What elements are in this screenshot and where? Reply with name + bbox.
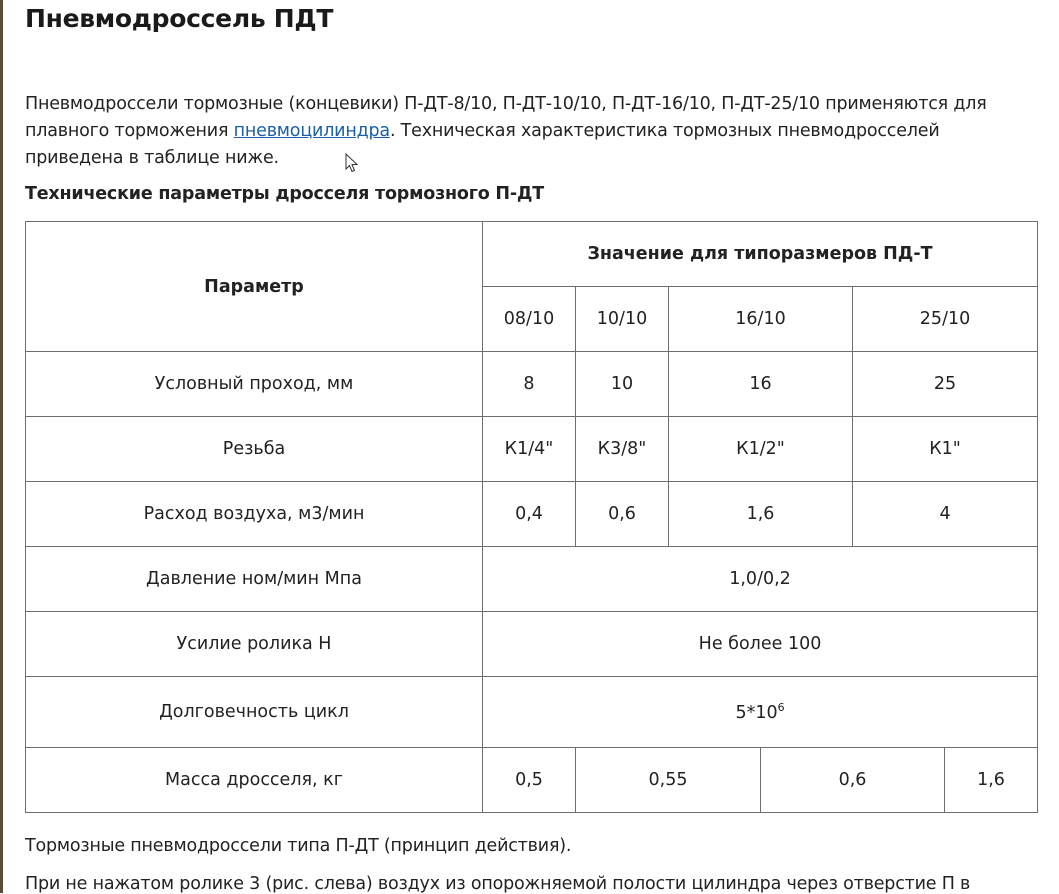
value-header: Значение для типоразмеров ПД-Т	[483, 222, 1038, 287]
table-cell: 1,6	[945, 748, 1038, 813]
footer-paragraph: При не нажатом ролике 3 (рис. слева) воздух из опорожняемой полости цилиндра через отверстие П в	[25, 874, 971, 894]
pneumocylinder-link[interactable]: пневмоцилиндра	[233, 121, 390, 141]
table-cell: 0,6	[576, 482, 669, 547]
size-header: 08/10	[483, 287, 576, 352]
table-cell: 16	[669, 352, 853, 417]
intro-text-start: Пневмодроссели тормозные (концевики) П-ДТ-8/10, П-ДТ-10/10, П-ДТ-16/10, П-ДТ-25/10 применяются для плавного торможения	[25, 94, 987, 141]
table-cell: 1,0/0,2	[483, 547, 1038, 612]
size-header: 25/10	[853, 287, 1038, 352]
table-row	[26, 748, 1038, 813]
table-cell: К1"	[853, 417, 1038, 482]
table-row	[26, 677, 1038, 748]
durability-base: 5*10	[735, 702, 778, 723]
row-label: Масса дросселя, кг	[26, 748, 483, 813]
intro-text-end: . Техническая характеристика тормозных пневмодросселей приведена в таблице ниже.	[25, 121, 940, 168]
table-row	[26, 352, 1038, 417]
table-cell: 0,55	[576, 748, 761, 813]
table-cell: 8	[483, 352, 576, 417]
table-cell: 25	[853, 352, 1038, 417]
table-cell: К1/4"	[483, 417, 576, 482]
row-label: Резьба	[26, 417, 483, 482]
durability-exponent: 6	[777, 701, 785, 715]
page-left-border	[0, 0, 3, 893]
row-label: Условный проход, мм	[26, 352, 483, 417]
table-cell	[483, 677, 1038, 748]
footer-heading: Тормозные пневмодроссели типа П-ДТ (принцип действия).	[25, 836, 572, 856]
table-row	[26, 482, 1038, 547]
table-cell: К3/8"	[576, 417, 669, 482]
row-label: Расход воздуха, м3/мин	[26, 482, 483, 547]
intro-paragraph	[25, 91, 1037, 172]
row-label: Усилие ролика Н	[26, 612, 483, 677]
page-title: Пневмодроссель ПДТ	[25, 4, 334, 33]
table-cell: 0,6	[761, 748, 945, 813]
table-cell: 10	[576, 352, 669, 417]
table-cell: 4	[853, 482, 1038, 547]
table-cell: К1/2"	[669, 417, 853, 482]
table-row	[26, 612, 1038, 677]
table-cell: 1,6	[669, 482, 853, 547]
table-row	[26, 417, 1038, 482]
table-cell: Не более 100	[483, 612, 1038, 677]
spec-table	[25, 221, 1038, 813]
row-label: Долговечность цикл	[26, 677, 483, 748]
param-header: Параметр	[26, 222, 483, 352]
table-title: Технические параметры дросселя тормозного П-ДТ	[25, 184, 545, 204]
size-header: 10/10	[576, 287, 669, 352]
mouse-cursor-icon	[345, 153, 359, 173]
table-cell: 0,5	[483, 748, 576, 813]
row-label: Давление ном/мин Мпа	[26, 547, 483, 612]
size-header: 16/10	[669, 287, 853, 352]
table-cell: 0,4	[483, 482, 576, 547]
table-row	[26, 547, 1038, 612]
